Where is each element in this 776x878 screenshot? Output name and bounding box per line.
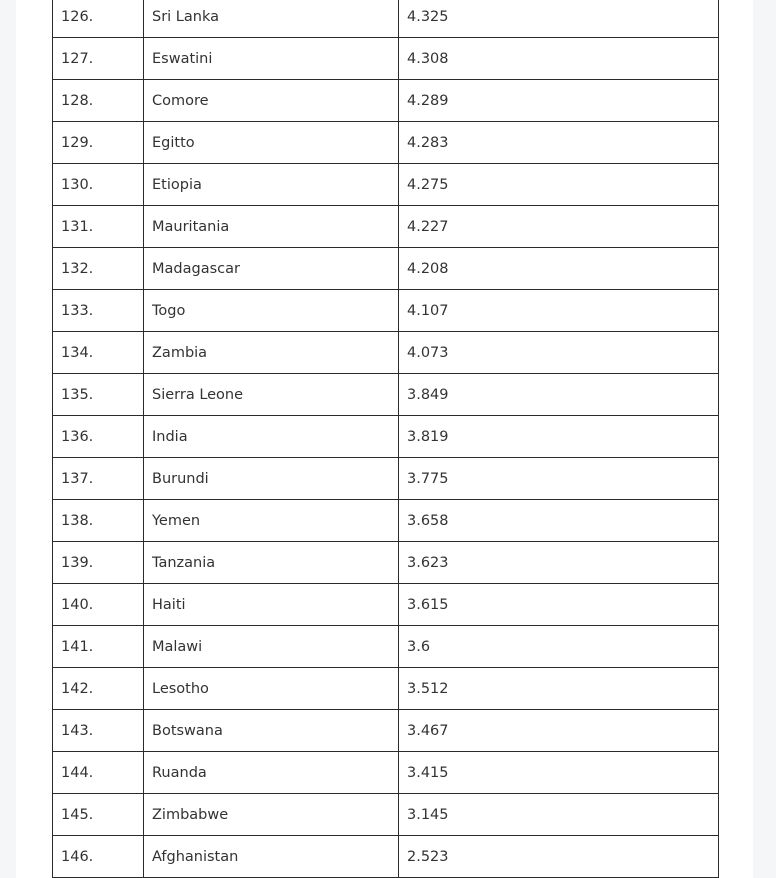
rank-cell: 143.	[53, 710, 144, 752]
rank-cell: 130.	[53, 164, 144, 206]
score-cell: 3.145	[399, 794, 719, 836]
table-row	[53, 206, 719, 248]
rank-cell: 129.	[53, 122, 144, 164]
score-cell: 4.107	[399, 290, 719, 332]
ranking-table	[52, 0, 719, 878]
score-cell: 3.623	[399, 542, 719, 584]
rank-cell: 135.	[53, 374, 144, 416]
score-cell: 3.467	[399, 710, 719, 752]
table-row	[53, 416, 719, 458]
score-cell: 3.849	[399, 374, 719, 416]
rank-cell: 134.	[53, 332, 144, 374]
country-cell: Egitto	[144, 122, 399, 164]
rank-cell: 131.	[53, 206, 144, 248]
rank-cell: 136.	[53, 416, 144, 458]
table-row	[53, 500, 719, 542]
country-cell: Tanzania	[144, 542, 399, 584]
country-cell: Botswana	[144, 710, 399, 752]
rank-cell: 146.	[53, 836, 144, 878]
country-cell: Sri Lanka	[144, 0, 399, 38]
article-content	[16, 0, 753, 878]
country-cell: Afghanistan	[144, 836, 399, 878]
country-cell: Ruanda	[144, 752, 399, 794]
table-row	[53, 0, 719, 38]
rank-cell: 140.	[53, 584, 144, 626]
rank-cell: 128.	[53, 80, 144, 122]
country-cell: Eswatini	[144, 38, 399, 80]
table-row	[53, 668, 719, 710]
country-cell: Malawi	[144, 626, 399, 668]
table-row	[53, 80, 719, 122]
table-row	[53, 458, 719, 500]
score-cell: 3.512	[399, 668, 719, 710]
table-row	[53, 38, 719, 80]
country-cell: Comore	[144, 80, 399, 122]
country-cell: Sierra Leone	[144, 374, 399, 416]
country-cell: Lesotho	[144, 668, 399, 710]
score-cell: 3.415	[399, 752, 719, 794]
rank-cell: 127.	[53, 38, 144, 80]
rank-cell: 137.	[53, 458, 144, 500]
score-cell: 4.289	[399, 80, 719, 122]
table-row	[53, 122, 719, 164]
country-cell: Haiti	[144, 584, 399, 626]
score-cell: 3.775	[399, 458, 719, 500]
country-cell: Zambia	[144, 332, 399, 374]
score-cell: 4.227	[399, 206, 719, 248]
table-row	[53, 290, 719, 332]
table-row	[53, 710, 719, 752]
country-cell: Madagascar	[144, 248, 399, 290]
table-row	[53, 248, 719, 290]
table-row	[53, 626, 719, 668]
score-cell: 4.275	[399, 164, 719, 206]
score-cell: 4.308	[399, 38, 719, 80]
ranking-table-body	[53, 0, 719, 878]
country-cell: Burundi	[144, 458, 399, 500]
rank-cell: 144.	[53, 752, 144, 794]
score-cell: 3.6	[399, 626, 719, 668]
score-cell: 2.523	[399, 836, 719, 878]
rank-cell: 139.	[53, 542, 144, 584]
score-cell: 4.073	[399, 332, 719, 374]
score-cell: 4.208	[399, 248, 719, 290]
rank-cell: 141.	[53, 626, 144, 668]
score-cell: 4.325	[399, 0, 719, 38]
table-row	[53, 584, 719, 626]
country-cell: Togo	[144, 290, 399, 332]
country-cell: Yemen	[144, 500, 399, 542]
table-row	[53, 374, 719, 416]
rank-cell: 132.	[53, 248, 144, 290]
score-cell: 4.283	[399, 122, 719, 164]
table-row	[53, 164, 719, 206]
country-cell: Zimbabwe	[144, 794, 399, 836]
table-row	[53, 752, 719, 794]
table-row	[53, 836, 719, 878]
rank-cell: 145.	[53, 794, 144, 836]
country-cell: India	[144, 416, 399, 458]
score-cell: 3.819	[399, 416, 719, 458]
score-cell: 3.658	[399, 500, 719, 542]
table-row	[53, 542, 719, 584]
rank-cell: 142.	[53, 668, 144, 710]
rank-cell: 138.	[53, 500, 144, 542]
table-row	[53, 332, 719, 374]
rank-cell: 133.	[53, 290, 144, 332]
country-cell: Mauritania	[144, 206, 399, 248]
rank-cell: 126.	[53, 0, 144, 38]
country-cell: Etiopia	[144, 164, 399, 206]
table-row	[53, 794, 719, 836]
score-cell: 3.615	[399, 584, 719, 626]
